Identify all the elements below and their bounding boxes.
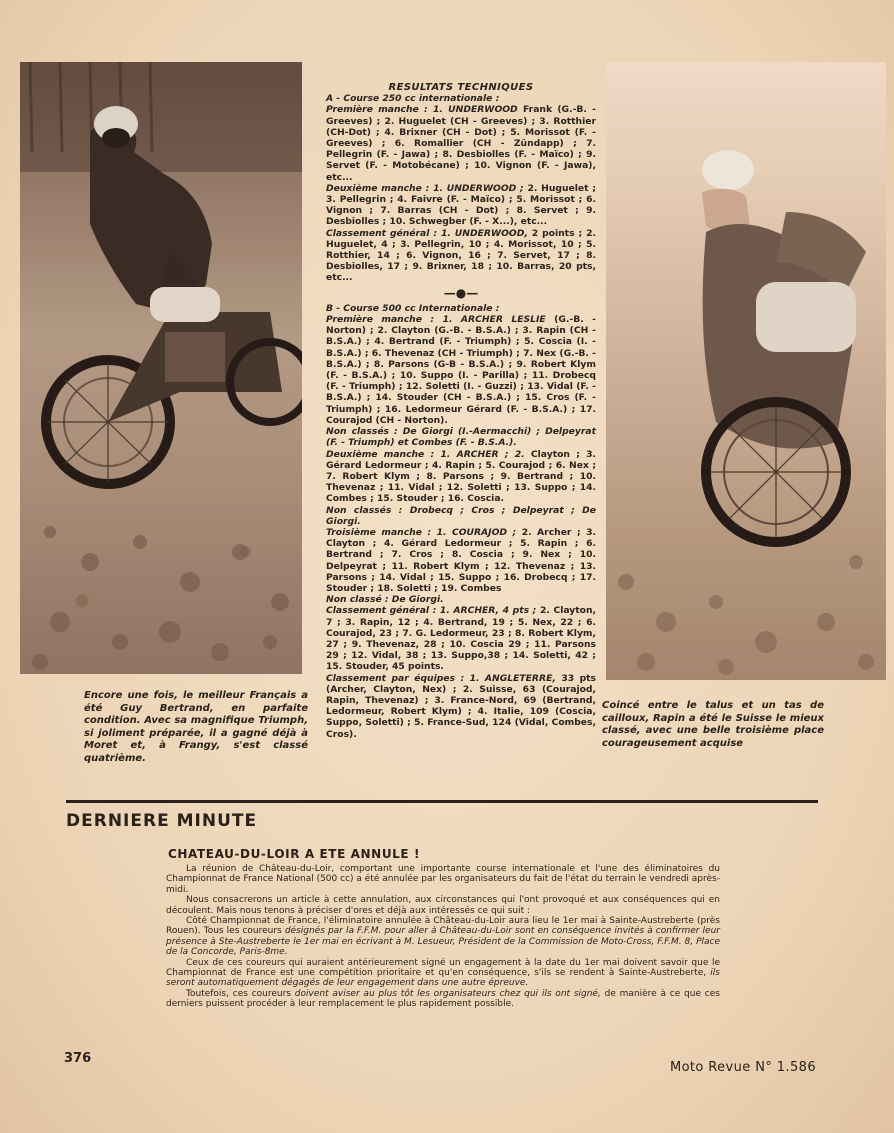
manche-3-text: 2. Archer ; 3. Clayton ; 4. Gérard Ledormeur ; 5. Rapin ; 6. Bertrand ; 7. Cros ; 8. Coscia ; 9. Nex ; 10. Delpeyrat ; 11. Robert Klym ; 12. Thevenaz ; 13. Parsons ; 14. Vidal ; 15. Suppo ; 16. Drobecq ; 17. Stouder ; 18. Soletti ; 19. Combes: [326, 526, 596, 594]
course-250-manche-1: [326, 104, 596, 182]
manche-3-label: Troisième manche : 1. COURAJOD ;: [326, 526, 517, 538]
photo-guy-bertrand: [20, 62, 302, 674]
paragraph-3b: désignés par la F.F.M. pour aller à Château-du-Loir sont en conséquence invités à confirmer leur présence à Ste-Austreberte le 1er mai en écrivant à M. Lesueur, Président de la Commission de Moto-Cross, F.F.M. 8, Place de la Concorde, Paris-8me.: [166, 926, 720, 958]
derniere-minute-title: DERNIERE MINUTE: [66, 811, 258, 831]
equipes-label: Classement par équipes : 1. ANGLETERRE,: [326, 672, 556, 684]
manche-2-text: 2. Huguelet ; 3. Pellegrin ; 4. Faivre (F. - Maïco) ; 5. Morissot ; 6. Vignon ; 7. Barras (CH - Dot) ; 8. Servet ; 9. Desbiolles ; 10. Schwegber (F. - X...), etc...: [326, 182, 596, 228]
paragraph-5c: de manière à ce que ces derniers puissent procéder à leur remplacement le plus rapidement possible.: [166, 988, 720, 1010]
paragraph-4: [166, 958, 720, 989]
manche-2-text: Clayton ; 3. Gérard Ledormeur ; 4. Rapin ; 5. Courajod ; 6. Nex ; 7. Robert Klym ; 8. Parsons ; 9. Bertrand ; 10. Thevenaz ; 11. Vidal ; 12. Soletti ; 13. Suppo ; 14. Combes ; 15. Stouder ; 16. Coscia.: [326, 448, 597, 505]
caption-left: Encore une fois, le meilleur Français a été Guy Bertrand, en parfaite condition. Avec sa magnifique Triumph, si joliment préparée, il a gagné déjà à Moret et, à Frangy, s'est classé quatrième.: [84, 690, 308, 764]
caption-right: Coincé entre le talus et un tas de cailloux, Rapin a été le Suisse le mieux classé, avec une belle troisième place courageusement acquise: [602, 700, 824, 749]
results-title: RESULTATS TECHNIQUES: [388, 82, 534, 93]
paragraph-4a: Ceux de ces coureurs qui auraient antérieurement signé un engagement à la date du 1er mai doivent savoir que le Championnat de France est une compétition prioritaire et qu'en conséquence, s'ils se rendent à Sainte-Austreberte,: [166, 957, 720, 979]
photo-right-illustration: [606, 62, 886, 680]
course-500-classement: [326, 605, 596, 672]
equipes-text: 33 pts (Archer, Clayton, Nex) ; 2. Suisse, 63 (Courajod, Rapin, Thevenaz) ; 3. France-Nord, 69 (Bertrand, Ledormeur, Robert Klym) ; 4. Italie, 109 (Coscia, Suppo, Soletti) ; 5. France-Sud, 124 (Vidal, Combes, Cros).: [326, 672, 597, 740]
derniere-minute-headline: CHATEAU-DU-LOIR A ETE ANNULE !: [168, 847, 421, 861]
manche-1-label: Première manche : 1. ARCHER LESLIE: [326, 314, 546, 326]
magazine-issue: Moto Revue N° 1.586: [669, 1060, 816, 1075]
manche-2-label: Deuxième manche : 1. ARCHER ; 2.: [326, 448, 525, 460]
course-500-equipes: [326, 673, 596, 740]
classement-label: Classement général : 1. UNDERWOOD,: [326, 227, 528, 239]
course-500-manche-2: [326, 449, 596, 505]
paragraph-5a: Toutefois, ces coureurs: [186, 988, 291, 999]
course-500-heading: B - Course 500 cc Internationale :: [326, 302, 500, 314]
course-500-non-classe-3: Non classé : De Giorgi.: [326, 594, 444, 606]
course-500-manche-3: [326, 527, 596, 594]
section-divider: [66, 800, 818, 803]
manche-2-label: Deuxième manche : 1. UNDERWOOD ;: [326, 182, 524, 194]
classement-label: Classement général : 1. ARCHER, 4 pts ;: [326, 605, 537, 617]
paragraph-2: Nous consacrerons un article à cette annulation, aux circonstances qui l'ont provoqué et aux conséquences qui en découlent. Mais nous tenons à préciser d'ores et déjà aux intéressés ce qui suit :: [166, 895, 720, 916]
course-500-non-classes-1: Non classés : De Giorgi (I.-Aermacchi) ; Delpeyrat (F. - Triumph) et Combes (F. - B.S.A.).: [326, 426, 596, 449]
paragraph-3: [166, 916, 720, 958]
derniere-minute-body: [166, 864, 720, 1010]
separator-dot: —●—: [443, 285, 479, 300]
classement-text: 2 points ; 2. Huguelet, 4 ; 3. Pellegrin, 10 ; 4. Morissot, 10 ; 5. Rotthier, 14 ; 6. Vignon, 16 ; 7. Servet, 17 ; 8. Desbiolles, 17 ; 9. Brixner, 18 ; 10. Barras, 20 pts, etc...: [326, 227, 596, 284]
technical-results: [326, 82, 596, 740]
photo-rapin: [606, 62, 886, 680]
course-500-non-classes-2: Non classés : Drobecq ; Cros ; Delpeyrat ; De Giorgi.: [326, 504, 596, 527]
photo-left-illustration: [20, 62, 302, 674]
paragraph-1: La réunion de Château-du-Loir, comportant une importante course internationale et l'une des éliminatoires du Championnat de France National (500 cc) a été annulée par les organisateurs du fait de l'état du terrain le vendredi après-midi.: [166, 864, 720, 895]
course-250-manche-2: [326, 183, 596, 228]
manche-1-text: (G.-B. - Norton) ; 2. Clayton (G.-B. - B.S.A.) ; 3. Rapin (CH - B.S.A.) ; 4. Bertrand (F. - Triumph) ; 5. Coscia (I. - B.S.A.) ; 6. Thevenaz (CH - Triumph) ; 7. Nex (G.-B. - B.S.A.) ; 8. Parsons (G-B - B.S.A.) ; 9. Robert Klym (F. - B.S.A.) ; 10. Suppo (I. - Parilla) ; 11. Drobecq (F. - Triumph) ; 12. Soletti (I. - Guzzi) ; 13. Vidal (F. - B.S.A.) ; 14. Stouder (CH - B.S.A.) ; 15. Cros (F. - Triumph) ; 16. Ledormeur Gérard (F. - B.S.A.) ; 17. Courajod (CH - Norton).: [326, 314, 596, 426]
paragraph-3a: Côté Championnat de France, l'éliminatoire annulée à Château-du-Loir aura lieu le 1er mai à Sainte-Austreberte (près Rouen). Tous les coureurs: [166, 916, 720, 937]
course-250-heading: A - Course 250 cc internationale :: [326, 93, 500, 105]
paragraph-4b: ils seront automatiquement dégagés de leur engagement dans une autre épreuve.: [166, 968, 720, 989]
manche-1-text: Frank (G.-B. - Greeves) ; 2. Huguelet (CH - Greeves) ; 3. Rotthier (CH-Dot) ; 4. Brixner (CH - Dot) ; 5. Morissot (F. - Greeves) ; 6. Romallier (CH - Zündapp) ; 7. Pellegrin (F. - Jawa) ; 8. Desbiolles (F. - Maïco) ; 9. Servet (F. - Motobécane) ; 10. Vignon (F. - Jawa), etc...: [326, 104, 596, 183]
manche-1-label: Première manche : 1. UNDERWOOD: [326, 104, 518, 116]
paragraph-5b: doivent aviser au plus tôt les organisateurs chez qui ils ont signé,: [294, 988, 601, 999]
course-500-manche-1: [326, 314, 596, 426]
classement-text: 2. Clayton, 7 ; 3. Rapin, 12 ; 4. Bertrand, 19 ; 5. Nex, 22 ; 6. Courajod, 23 ; 7. G. Ledormeur, 23 ; 8. Robert Klym, 27 ; 9. Thevenaz, 28 ; 10. Coscia 29 ; 11. Parsons 29 ; 12. Vidal, 38 ; 13. Suppo,38 ; 14. Soletti, 42 ; 15. Stouder, 45 points.: [326, 605, 596, 673]
paragraph-5: [166, 989, 720, 1010]
page-number: 376: [64, 1051, 92, 1066]
course-250-classement: [326, 228, 596, 284]
